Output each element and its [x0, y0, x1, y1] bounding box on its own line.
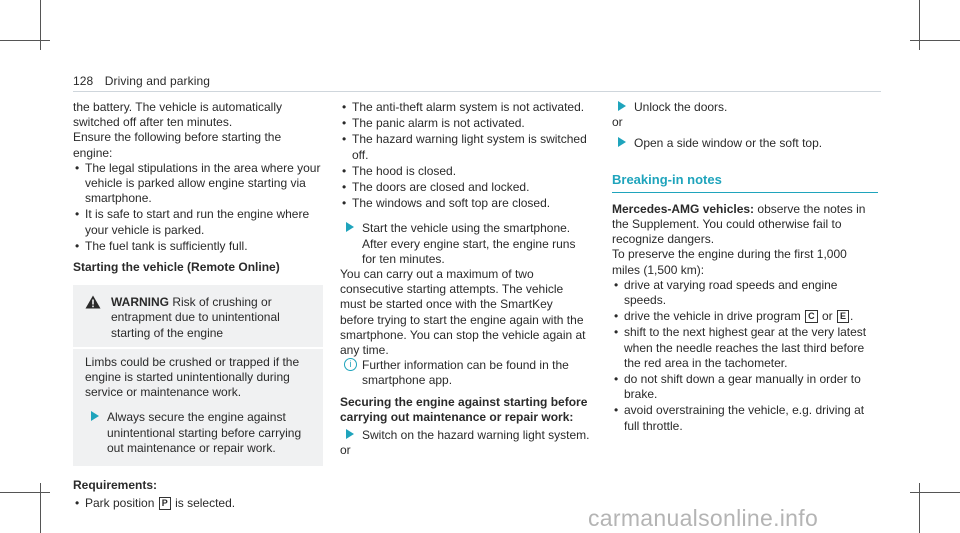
- conditions-list: [340, 100, 590, 211]
- requirement-suffix: is selected.: [175, 496, 236, 511]
- list-item: • do not shift down a gear manually in order to brake.: [612, 372, 878, 402]
- drive-program-text: drive the vehicle in drive program: [624, 309, 801, 324]
- section-divider: [612, 192, 878, 193]
- action-text: Unlock the doors.: [634, 100, 728, 114]
- header-divider: [73, 91, 881, 92]
- list-item: • The doors are closed and locked.: [340, 180, 590, 195]
- info-text: Further information can be found in the smartphone app.: [362, 358, 569, 388]
- arrow-icon: [618, 101, 626, 111]
- list-item: • drive at varying road speeds and engine speeds.: [612, 278, 878, 308]
- action-result: After every engine start, the engine runs for ten minutes.: [362, 236, 576, 266]
- arrow-icon: [346, 222, 354, 232]
- amg-text: observe the notes in the Supplement. You could otherwise fail to recognize dangers.: [612, 201, 866, 247]
- drive-program-e-icon: E: [837, 310, 849, 323]
- breaking-in-list: [612, 278, 878, 434]
- or-text: or: [821, 309, 833, 324]
- preserve-text: To preserve the engine during the first 1,000 miles (1,500 km):: [612, 247, 847, 277]
- action-step: [612, 100, 878, 115]
- crop-mark: [40, 0, 41, 50]
- list-item: • The windows and soft top are closed.: [340, 196, 590, 211]
- crop-mark: [910, 40, 960, 41]
- crop-mark: [0, 40, 50, 41]
- page-header: [73, 74, 210, 88]
- column-3: [612, 100, 878, 435]
- warning-action: [85, 410, 313, 456]
- arrow-icon: [91, 411, 99, 421]
- action-step: [340, 428, 590, 443]
- amg-note: [612, 202, 878, 248]
- list-item: [73, 496, 323, 511]
- warning-triangle-icon: [85, 295, 101, 313]
- list-item: • It is safe to start and run the engine where your vehicle is parked.: [73, 207, 323, 237]
- amg-label: Mercedes-AMG vehicles:: [612, 201, 755, 216]
- info-icon: i: [344, 358, 357, 371]
- park-position-key-icon: P: [159, 497, 171, 510]
- list-item: • The legal stipulations in the area where your vehicle is parked allow engine starting via smartphone.: [73, 161, 323, 207]
- crop-mark: [40, 483, 41, 533]
- action-step: [612, 136, 878, 151]
- list-item: • The fuel tank is sufficiently full.: [73, 239, 323, 254]
- info-note: [340, 358, 590, 388]
- or-text: or: [612, 115, 623, 130]
- securing-heading: Securing the engine against starting before carrying out maintenance or repair work:: [340, 394, 588, 424]
- column-2: [340, 100, 590, 458]
- list-item: • shift to the next highest gear at the very latest when the needle reaches the last third before the red area in the tachometer.: [612, 325, 878, 371]
- crop-mark: [919, 483, 920, 533]
- ensure-list: [73, 161, 323, 254]
- list-item: • The hood is closed.: [340, 164, 590, 179]
- requirements-heading: Requirements:: [73, 478, 158, 493]
- requirements-list: [73, 496, 323, 511]
- section-title: Driving and parking: [104, 74, 211, 88]
- warning-description: Limbs could be crushed or trapped if the engine is started unintentionally during service or maintenance work.: [85, 354, 300, 400]
- ensure-text: Ensure the following before starting the engine:: [73, 130, 282, 160]
- list-item: • The panic alarm is not activated.: [340, 116, 590, 131]
- list-item: • The anti-theft alarm system is not activated.: [340, 100, 590, 115]
- warning-box: [73, 285, 323, 466]
- section-heading: Starting the vehicle (Remote Online): [73, 260, 280, 275]
- action-text: Open a side window or the soft top.: [634, 136, 823, 151]
- section-title-breaking-in: Breaking-in notes: [612, 171, 722, 187]
- crop-mark: [910, 492, 960, 493]
- arrow-icon: [346, 429, 354, 439]
- list-item: • The hazard warning light system is switched off.: [340, 132, 590, 162]
- page-number: 128: [73, 74, 94, 88]
- crop-mark: [0, 492, 50, 493]
- requirement-prefix: Park position: [85, 496, 155, 511]
- warning-title: Risk of crushing or entrapment due to unintentional starting of the engine: [111, 295, 280, 340]
- watermark: carmanualsonline.info: [588, 505, 819, 531]
- warning-body: [73, 347, 323, 466]
- paragraph: You can carry out a maximum of two consecutive starting attempts. The vehicle must be started once with the SmartKey before trying to start the engine again with the smartphone. You can stop the vehicle again at any time.: [340, 267, 586, 358]
- or-text: or: [340, 443, 351, 458]
- list-item: • drive the vehicle in drive program C or E .: [612, 309, 878, 324]
- warning-action-text: Always secure the engine against unintentional starting before carrying out maintenance or repair work.: [107, 410, 302, 455]
- column-1: [73, 100, 323, 512]
- intro-text: the battery. The vehicle is automatically switched off after ten minutes.: [73, 100, 282, 130]
- warning-label: WARNING: [111, 295, 169, 310]
- crop-mark: [919, 0, 920, 50]
- arrow-icon: [618, 137, 626, 147]
- list-item: • avoid overstraining the vehicle, e.g. driving at full throttle.: [612, 403, 878, 433]
- action-step: [340, 221, 590, 267]
- action-text: Switch on the hazard warning light system.: [362, 428, 590, 443]
- action-text: Start the vehicle using the smartphone.: [362, 221, 571, 236]
- warning-header: [73, 285, 323, 347]
- drive-program-c-icon: C: [805, 310, 818, 323]
